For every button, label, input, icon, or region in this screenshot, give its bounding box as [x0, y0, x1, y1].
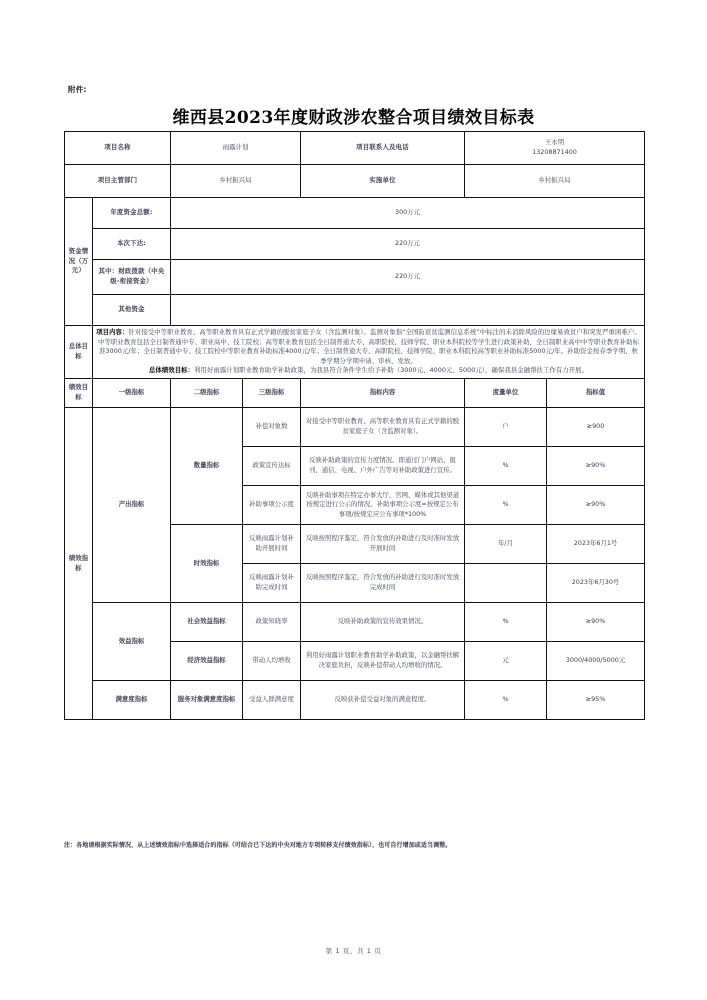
indicator-target-value: ≥90% [547, 486, 645, 525]
performance-target-table [64, 131, 645, 720]
indicator-content: 反映补助政策的宣传力度情况。即通过门户网站、报刊、通信、电视、户外广告等对补助政策进行宣传。 [301, 447, 465, 486]
indicator-level2-1-1: 经济效益指标 [171, 642, 243, 681]
funding-label-1: 本次下达: [93, 229, 171, 260]
table-row [65, 603, 645, 642]
unit-value: 乡村振兴局 [465, 165, 645, 198]
funding-label-2: 其中：财政拨款（中央级-衔接资金） [93, 260, 171, 295]
indicator-level3: 补偿对象数 [243, 408, 301, 447]
indicator-target-value: ≥90% [547, 447, 645, 486]
indicator-level3: 带动人均增收 [243, 642, 301, 681]
indicator-content: 反映按照程序鉴定，符合发放的补助进行及时准时发放完成时间 [301, 564, 465, 603]
column-header-2: 二级指标 [171, 379, 243, 408]
indicator-level1-1: 效益指标 [93, 603, 171, 681]
column-header-0: 绩效目标 [65, 379, 93, 408]
indicator-target-value: ≥900 [547, 408, 645, 447]
table-row-project-name [65, 132, 645, 165]
table-row-funding-total [65, 198, 645, 229]
overall-content-paragraph [96, 328, 641, 366]
indicator-level2-0-1: 时效指标 [171, 525, 243, 603]
indicator-level3: 补助事项公示度 [243, 486, 301, 525]
table-row [65, 681, 645, 720]
indicator-content: 利用好雨露计划职业教育助学补助政策，以金融帮扶解决家庭负担，反映补偿带动人均增收的情况。 [301, 642, 465, 681]
column-header-3: 三级指标 [243, 379, 301, 408]
indicator-target-value: 3000/4000/5000元 [547, 642, 645, 681]
table-row-funding-current [65, 229, 645, 260]
indicator-unit: 元 [465, 642, 547, 681]
indicator-level2-1-0: 社会效益指标 [171, 603, 243, 642]
indicator-level2-2-0: 服务对象满意度指标 [171, 681, 243, 720]
table-row-department [65, 165, 645, 198]
overall-objective-body [93, 326, 645, 379]
funding-section-label: 资金情况（万元） [65, 198, 93, 326]
table-row-overall-objective [65, 326, 645, 379]
indicator-level2-0-0: 数量指标 [171, 408, 243, 525]
contact-phone: 13208871400 [532, 148, 577, 156]
department-label: 项目主管部门 [65, 165, 171, 198]
page-title: 维西县2023年度财政涉农整合项目绩效目标表 [172, 108, 535, 128]
funding-value-1: 220万元 [171, 229, 645, 260]
indicator-level3: 政策知晓率 [243, 603, 301, 642]
indicator-level3: 政策宣传达标 [243, 447, 301, 486]
indicator-level3: 受益人群满意度 [243, 681, 301, 720]
page-footer: 第 1 页，共 1 页 [325, 947, 382, 955]
indicator-target-value: ≥95% [547, 681, 645, 720]
table-row-funding-central [65, 260, 645, 295]
indicator-content: 反映获补偿受益对象的满意程度。 [301, 681, 465, 720]
table-note: 注：各地请根据实际情况，从上述绩效指标中选择适合的指标（可结合已下达的中央对地方专项转移支付绩效指标），也可自行增加或适当调整。 [64, 842, 452, 849]
overall-content-label: 项目内容： [96, 328, 129, 336]
funding-label-3: 其他资金 [93, 295, 171, 326]
contact-label: 项目联系人及电话 [301, 132, 465, 165]
funding-label-0: 年度资金总额: [93, 198, 171, 229]
project-name-value: 雨露计划 [171, 132, 301, 165]
indicator-unit: % [465, 486, 547, 525]
indicator-unit: % [465, 681, 547, 720]
unit-label: 实施单位 [301, 165, 465, 198]
column-header-6: 指标值 [547, 379, 645, 408]
table-row-funding-other [65, 295, 645, 326]
column-header-4: 指标内容 [301, 379, 465, 408]
indicator-unit: % [465, 447, 547, 486]
indicator-rows-body [65, 408, 645, 720]
indicator-content: 对接受中等职业教育、高等职业教育具有正式学籍的脱贫家庭子女（含监测对象）。 [301, 408, 465, 447]
funding-value-0: 300万元 [171, 198, 645, 229]
department-value: 乡村振兴局 [171, 165, 301, 198]
overall-goal-paragraph [96, 366, 641, 376]
indicator-level3: 反映雨露计划补助开展时间 [243, 525, 301, 564]
indicator-target-value: 2023年6月1号 [547, 525, 645, 564]
funding-value-2: 220万元 [171, 260, 645, 295]
indicator-content: 反映补助政策的宣传效果情况。 [301, 603, 465, 642]
indicator-header-row [65, 379, 645, 408]
project-name-label: 项目名称 [65, 132, 171, 165]
contact-value [465, 132, 645, 165]
contact-name: 王永明 [544, 138, 565, 147]
overall-goal-label: 总体绩效目标： [148, 366, 195, 375]
indicator-content: 反映按照程序鉴定，符合发放的补助进行及时准时发放开展时间 [301, 525, 465, 564]
indicator-unit: 户 [465, 408, 547, 447]
table-row [65, 408, 645, 447]
indicator-unit: % [465, 603, 547, 642]
indicator-target-value: 2023年6月30号 [547, 564, 645, 603]
indicator-unit: 年/月 [465, 525, 547, 564]
indicator-content: 反映补助事项在特定办事大厅、官网、媒体或其他渠道按规定进行公示的情况。补助事项公示度=按规定公布事项/按规定应公布事项*100% [301, 486, 465, 525]
column-header-1: 一级指标 [93, 379, 171, 408]
indicator-unit [465, 564, 547, 603]
overall-goal-text: 利用好雨露计划职业教育助学补助政策，为我县符合条件学生给予补助（3000元、4000元、5000元），确保我县金融帮扶工作有力开展。 [194, 366, 589, 375]
indicator-root-label: 绩效指标 [65, 408, 93, 720]
funding-value-3 [171, 295, 645, 326]
indicator-target-value: ≥90% [547, 603, 645, 642]
column-header-5: 度量单位 [465, 379, 547, 408]
attachment-label: 附件: [68, 85, 87, 94]
indicator-level1-0: 产出指标 [93, 408, 171, 603]
overall-section-label: 总体目标 [65, 326, 93, 379]
overall-content-text: 针对接受中等职业教育、高等职业教育具有正式学籍的脱贫家庭子女（含监测对象）。监测对象指“全国防返贫监测信息系统”中标注的未消除风险的边缘易致贫户和突发严重困难户。中等职业教育包括全日制普通中专、职业高中、技工院校；高等职业教育包括全日制普通大专、高职院校、技师学院、职业本科院校等学生进行政策补助，全日制职业高中中等职业教育补助标准3000元/年；全日制普通中专、技工院校中等职业教育补助标准4000元/年；全日制普通大专、高职院校、技师学院、职业本科院校高等职业补助标准5000元/年。补助资金按春季学期、秋季学期分学期申请、审核、发放。 [98, 328, 641, 365]
indicator-level1-2: 满意度指标 [93, 681, 171, 720]
indicator-level3: 反映雨露计划补助完成时间 [243, 564, 301, 603]
